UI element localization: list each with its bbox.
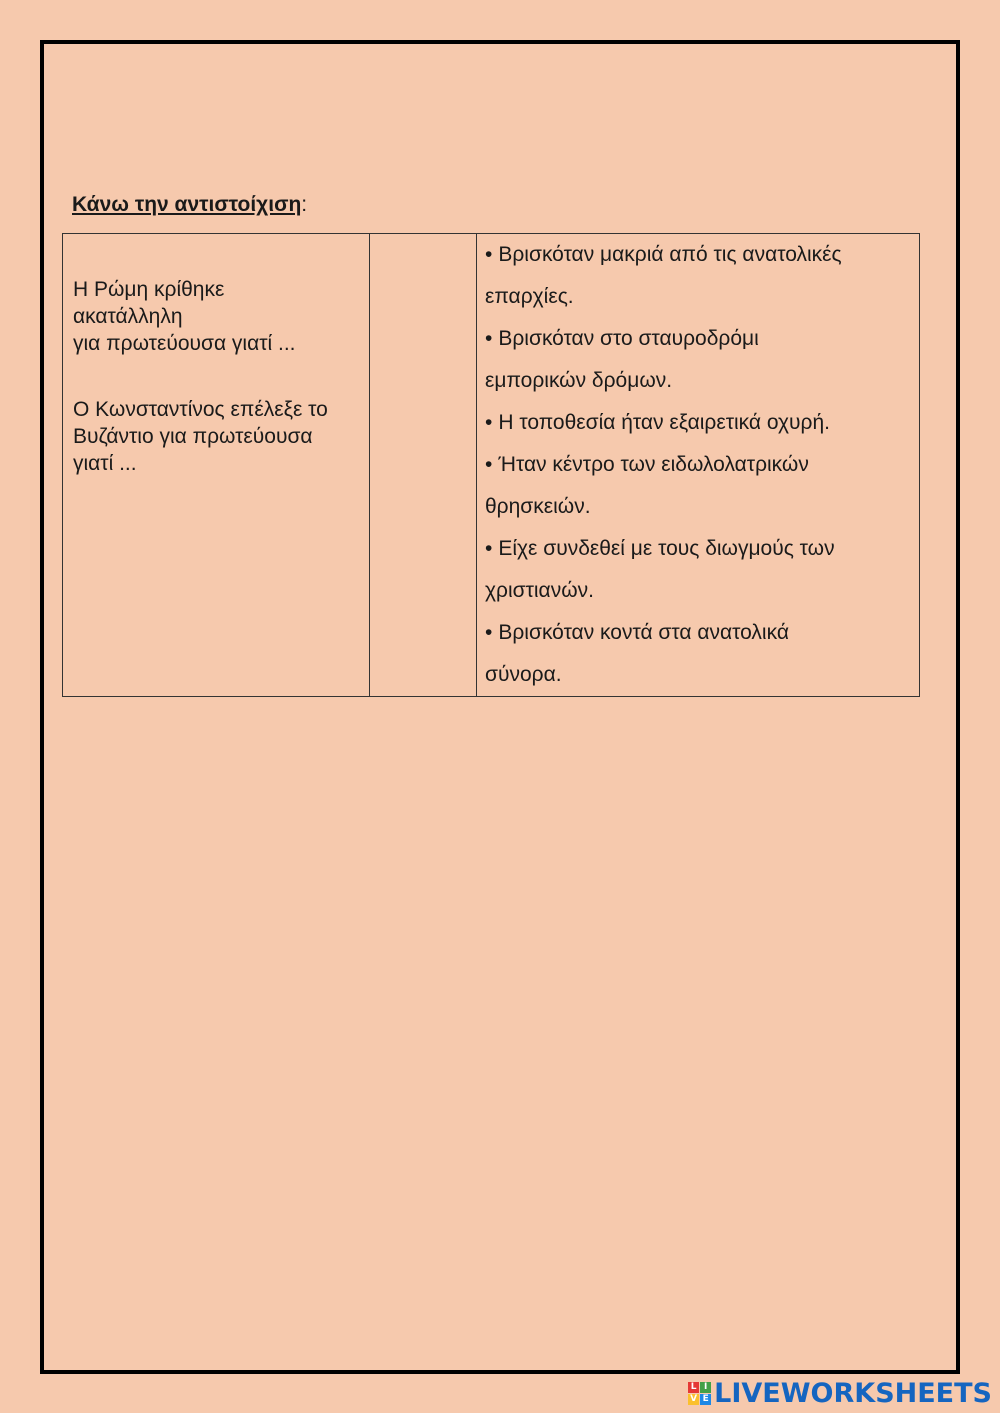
logo-icon-letter: V [688,1394,699,1405]
logo-icon-letter: E [700,1394,711,1405]
statement-line: Η Ρώμη κρίθηκε [73,278,225,301]
liveworksheets-logo [688,1378,992,1409]
bullet-icon: • [485,453,493,476]
logo-icon-letter: L [688,1382,699,1393]
answer-line: Ήταν κέντρο των ειδωλολατρικών [498,453,809,476]
answer-line: Η τοποθεσία ήταν εξαιρετικά οχυρή. [498,411,830,434]
instruction-colon: : [301,193,308,216]
instruction-label: Κάνω την αντιστοίχιση [72,193,302,216]
instruction-heading [72,193,307,217]
bullet-icon: • [485,537,493,560]
answer-item[interactable] [485,402,911,444]
matching-row [63,234,920,697]
answer-item[interactable] [485,444,911,486]
answer-item[interactable] [485,234,911,276]
bullet-icon: • [485,411,493,434]
match-drop-column[interactable] [370,234,477,697]
answer-line: Βρισκόταν στο σταυροδρόμι [498,327,759,350]
logo-icon-letter: I [700,1382,711,1393]
answer-item[interactable] [485,528,911,570]
answer-line: θρησκειών. [485,495,591,518]
answer-item-continued [485,360,911,402]
logo-text: LIVEWORKSHEETS [714,1378,992,1409]
statement-line: για πρωτεύουσα γιατί ... [73,332,296,355]
answer-line: Βρισκόταν κοντά στα ανατολικά [498,621,789,644]
answer-item[interactable] [485,612,911,654]
statement-line: ακατάλληλη [73,305,183,328]
answer-line: σύνορα. [485,663,562,686]
statement-line: Βυζάντιο για πρωτεύουσα [73,425,313,448]
answers-list [477,234,919,696]
bullet-icon: • [485,621,493,644]
statement-line: γιατί ... [73,452,137,475]
answer-line: Βρισκόταν μακριά από τις ανατολικές [498,243,842,266]
answer-line: χριστιανών. [485,579,594,602]
answer-item-continued [485,486,911,528]
answer-line: επαρχίες. [485,285,574,308]
answer-item[interactable] [485,318,911,360]
matching-table [62,233,920,697]
statement-rome [63,276,369,357]
answer-item-continued [485,276,911,318]
answer-item-continued [485,654,911,696]
answer-line: Είχε συνδεθεί με τους διωγμούς των [498,537,835,560]
logo-icon [688,1382,711,1405]
answer-line: εμπορικών δρόμων. [485,369,673,392]
answers-column [477,234,920,697]
statement-constantine [63,396,369,477]
statements-column [63,234,370,697]
bullet-icon: • [485,243,493,266]
statement-line: Ο Κωνσταντίνος επέλεξε το [73,398,328,421]
bullet-icon: • [485,327,493,350]
answer-item-continued [485,570,911,612]
